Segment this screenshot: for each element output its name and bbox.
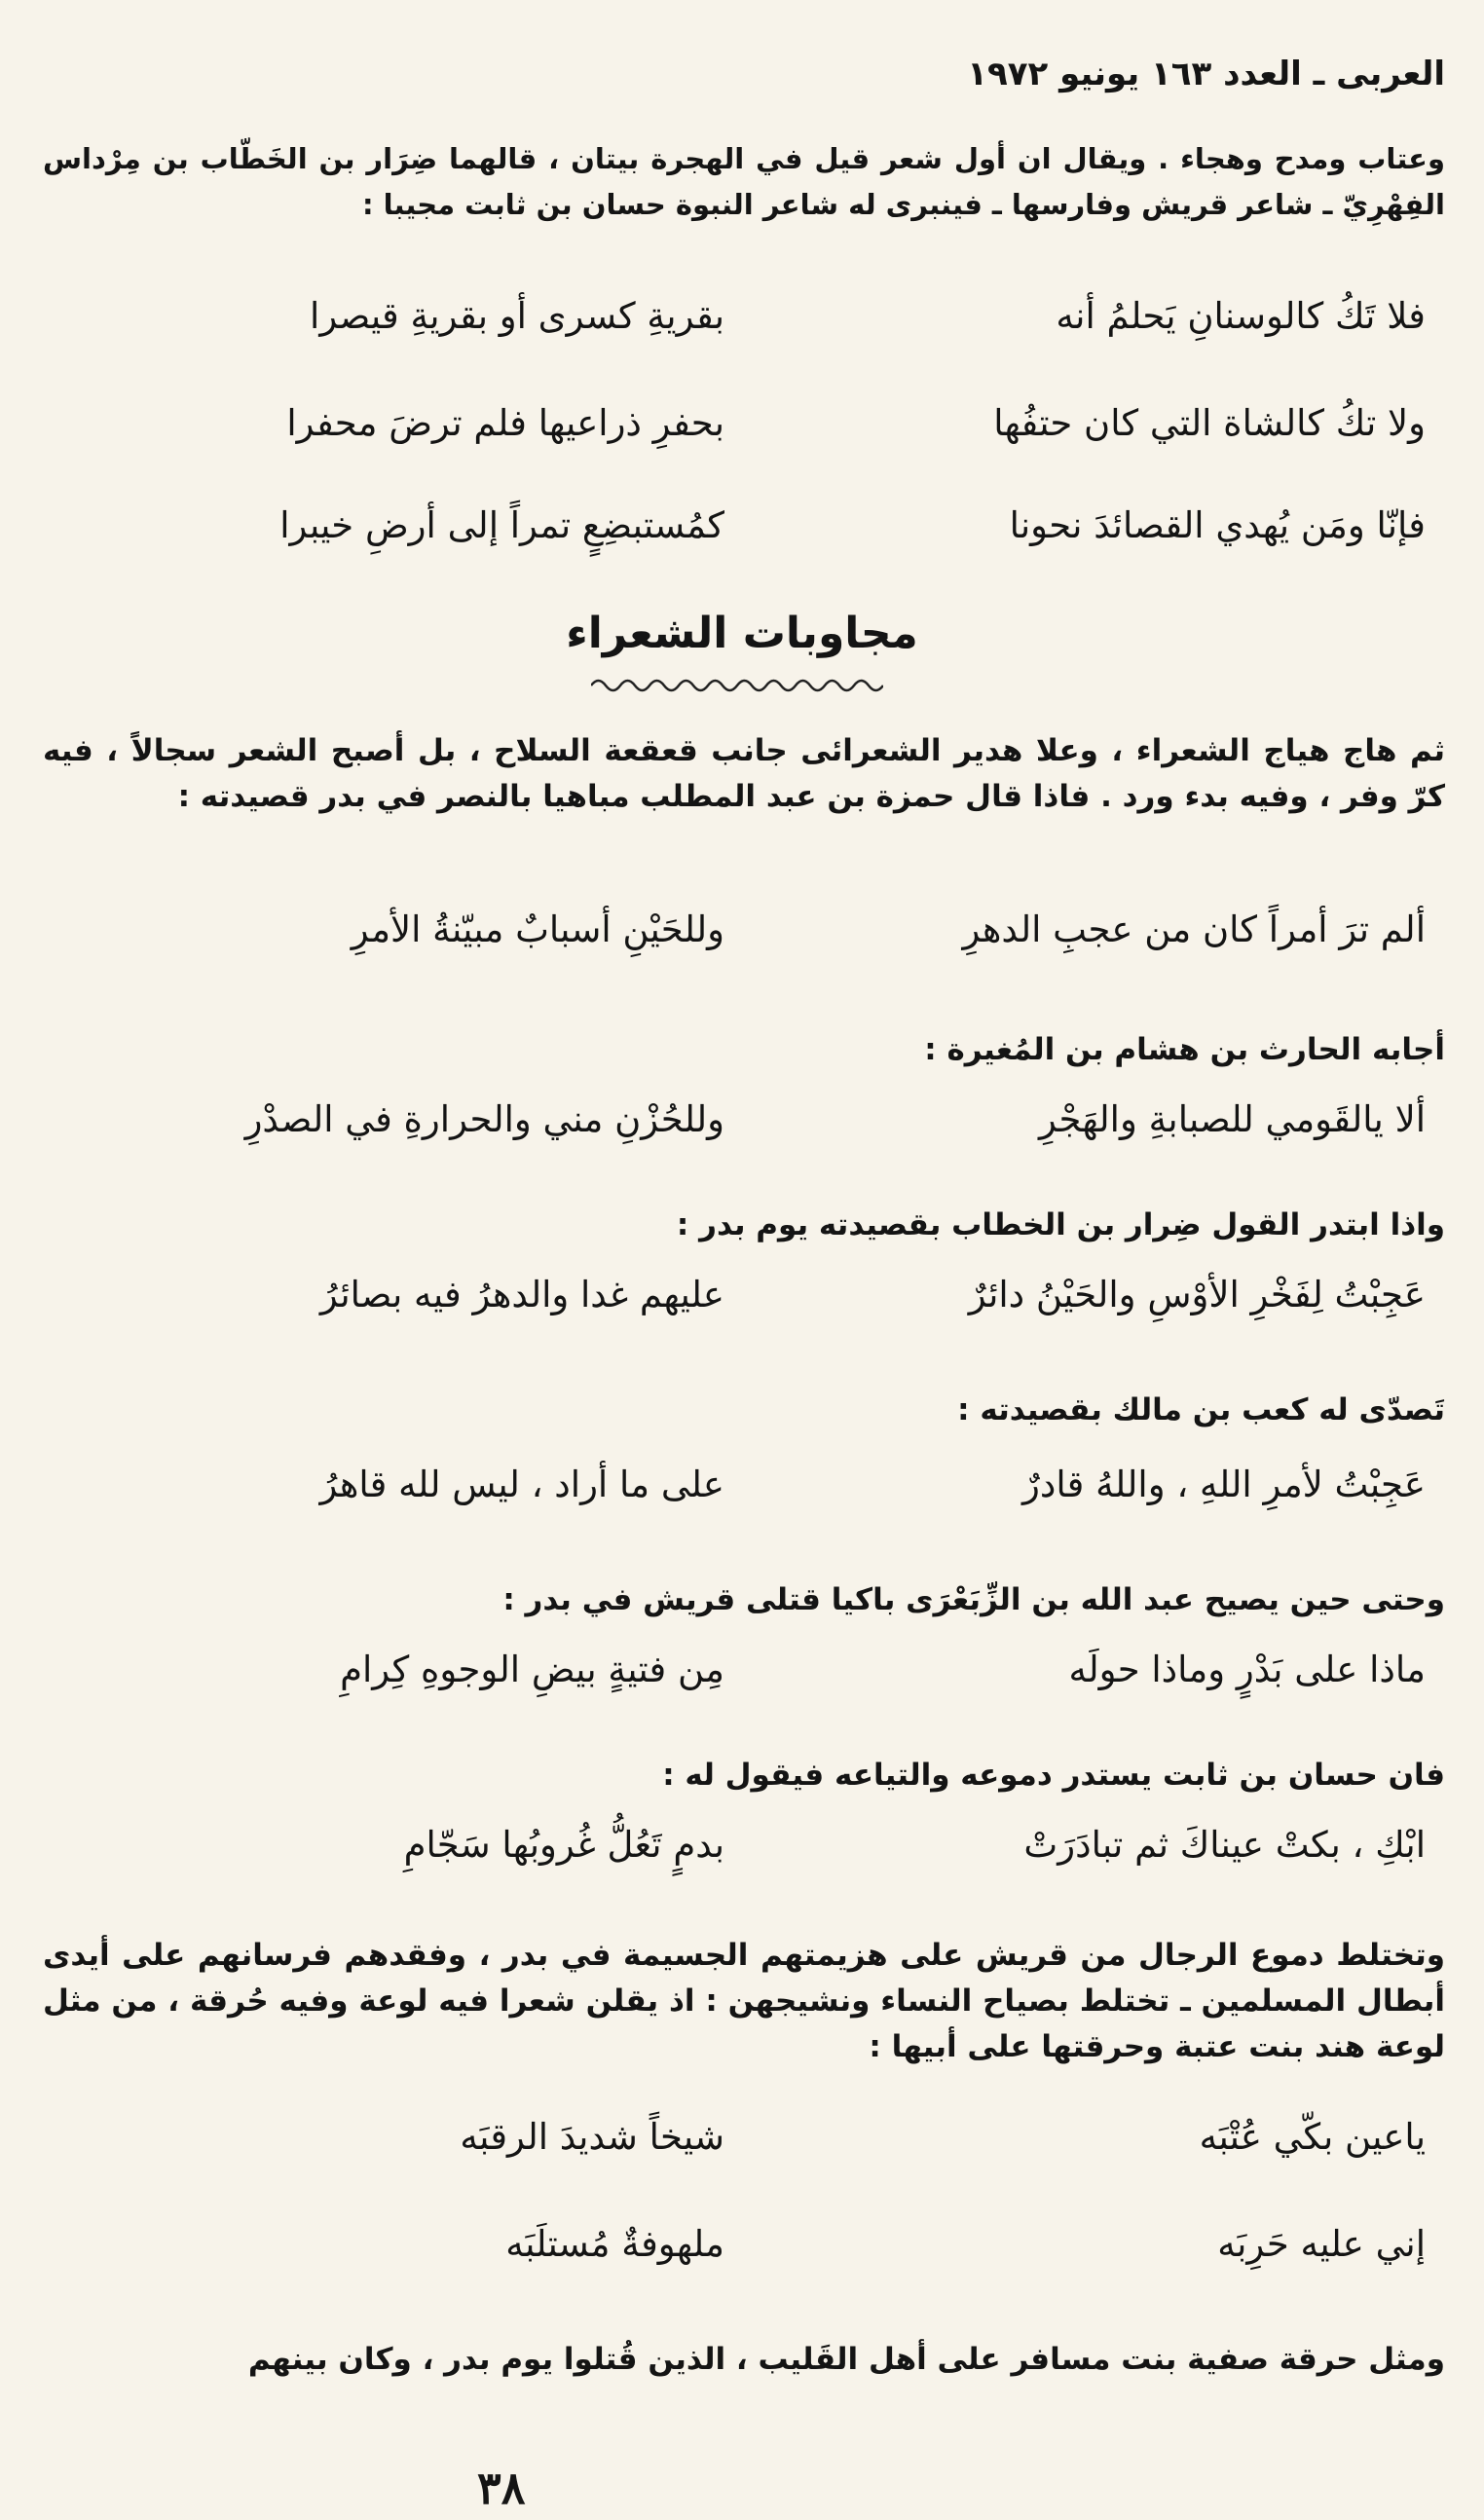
verse-hemistich-second: وللحَيْنِ أسبابٌ مبيّنةُ الأمرِ xyxy=(351,908,724,950)
verse-line xyxy=(82,1256,1426,1334)
verse-hemistich-second: عليهم غدا والدهرُ فيه بصائرُ xyxy=(319,1274,724,1316)
paragraph: تَصدّى له كعب بن مالك بقصيدته : xyxy=(957,1392,1445,1427)
verse-line xyxy=(82,2205,1426,2283)
verse-line xyxy=(82,278,1426,355)
paragraph: أجابه الحارث بن هشام بن المُغيرة : xyxy=(924,1032,1445,1067)
verse-line xyxy=(82,487,1426,565)
page-number: ٣٨ xyxy=(477,2462,526,2514)
verse-hemistich-second: ملهوفةٌ مُستلَبَه xyxy=(505,2223,724,2265)
verse-hemistich-second: بحفرِ ذراعيها فلم ترضَ محفرا xyxy=(286,402,724,444)
verse-hemistich-first: فإنّا ومَن يُهدي القصائدَ نحونا xyxy=(1009,504,1426,546)
verse-hemistich-second: وللحُزْنِ مني والحرارةِ في الصدْرِ xyxy=(244,1098,724,1140)
verse-line xyxy=(82,1631,1426,1709)
running-header: العربى ـ العدد ١٦٣ يونيو ١٩٧٢ xyxy=(967,55,1445,93)
intro-paragraph: وعتاب ومدح وهجاء . ويقال ان أول شعر قيل في الهجرة بيتان ، قالهما ضِرَار بن الخَطّاب بن مِرْداس الفِهْرِيّ ـ شاعر قريش وفارسها ـ فينبرى له شاعر النبوة حسان بن ثابت مجيبا : xyxy=(43,142,1445,221)
paragraph: وحتى حين يصيح عبد الله بن الزِّبَعْرَى باكيا قتلى قريش في بدر : xyxy=(502,1582,1445,1617)
paragraph: فان حسان بن ثابت يستدر دموعه والتياعه فيقول له : xyxy=(662,1758,1445,1793)
verse-hemistich-second: على ما أراد ، ليس لله قاهرُ xyxy=(319,1464,724,1505)
verse-hemistich-first: عَجِبْتُ لِفَخْرِ الأوْسِ والحَيْنُ دائرٌ xyxy=(968,1274,1426,1316)
verse-hemistich-first: ولا تكُ كالشاة التي كان حتفُها xyxy=(993,402,1426,444)
verse-line xyxy=(82,891,1426,969)
paragraph: ثم هاج هياج الشعراء ، وعلا هدير الشعرائى جانب قعقعة السلاح ، بل أصبح الشعر سجالاً ، فيه كرّ وفر ، وفيه بدء ورد . فاذا قال حمزة بن عبد المطلب مباهيا بالنصر في بدر قصيدته : xyxy=(43,733,1445,814)
verse-hemistich-first: ألا يالقَومي للصبابةِ والهَجْرِ xyxy=(1039,1098,1426,1140)
verse-hemistich-first: إني عليه حَرِبَه xyxy=(1217,2223,1426,2265)
verse-line xyxy=(82,1081,1426,1159)
verse-hemistich-first: ياعين بكّي عُتْبَه xyxy=(1199,2116,1426,2158)
verse-hemistich-second: بدمٍ تَعُلُّ غُروبُها سَجّامِ xyxy=(403,1824,724,1866)
verse-hemistich-first: فلا تَكُ كالوسنانِ يَحلمُ أنه xyxy=(1056,295,1426,337)
verse-hemistich-second: كمُستبضِعٍ تمراً إلى أرضِ خيبرا xyxy=(279,504,724,546)
verse-hemistich-first: ابْكِ ، بكتْ عيناكَ ثم تبادَرَتْ xyxy=(1023,1824,1426,1866)
paragraph: وتختلط دموع الرجال من قريش على هزيمتهم الجسيمة في بدر ، وفقدهم فرسانهم على أيدى أبطال المسلمين ـ تختلط بصياح النساء ونشيجهن : اذ يقلن شعرا فيه لوعة وفيه حُرقة ، من مثل لوعة هند بنت عتبة وحرقتها على أبيها : xyxy=(43,1938,1445,2064)
verse-hemistich-second: بقريةِ كسرى أو بقريةِ قيصرا xyxy=(310,295,724,337)
verse-line xyxy=(82,385,1426,463)
verse-line xyxy=(82,1446,1426,1524)
paragraph: ومثل حرقة صفية بنت مسافر على أهل القَليب ، الذين قُتلوا يوم بدر ، وكان بينهم xyxy=(247,2342,1445,2377)
title-wavy-underline xyxy=(591,676,883,695)
paragraph: واذا ابتدر القول ضِرار بن الخطاب بقصيدته يوم بدر : xyxy=(676,1207,1445,1242)
verse-hemistich-second: شيخاً شديدَ الرقبَه xyxy=(460,2116,724,2158)
verse-line xyxy=(82,2098,1426,2176)
verse-line xyxy=(82,1806,1426,1884)
verse-hemistich-first: ماذا على بَدْرٍ وماذا حولَه xyxy=(1068,1649,1426,1690)
verse-hemistich-first: ألم ترَ أمراً كان من عجبِ الدهرِ xyxy=(962,908,1426,950)
section-title: مجاوبات الشعراء xyxy=(566,609,918,658)
verse-hemistich-second: مِن فتيةٍ بيضِ الوجوهِ كِرامِ xyxy=(340,1649,724,1690)
verse-hemistich-first: عَجِبْتُ لأمرِ اللهِ ، واللهُ قادرٌ xyxy=(1022,1464,1426,1505)
